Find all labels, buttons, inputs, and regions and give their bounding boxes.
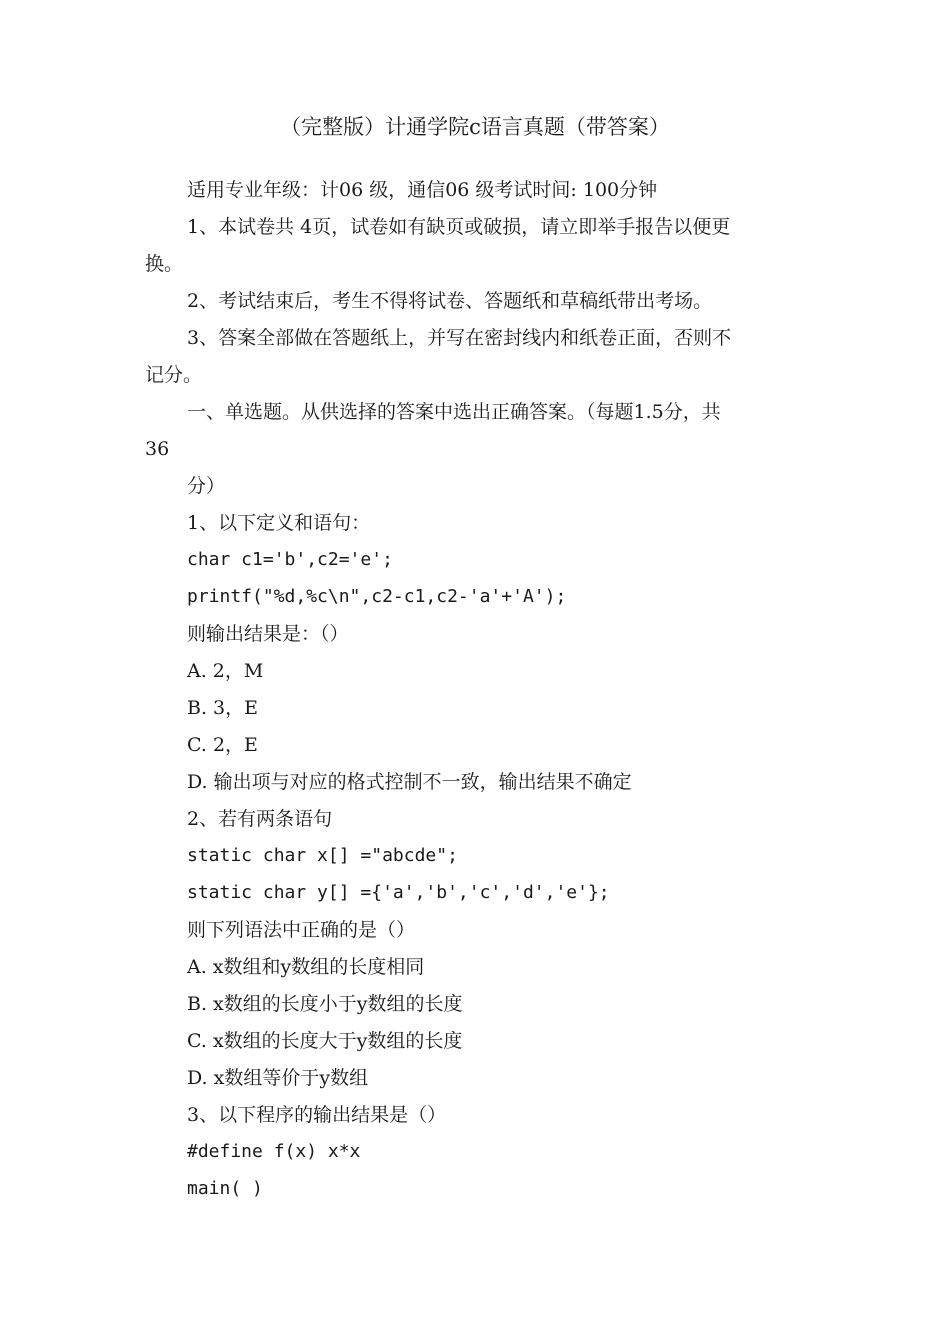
instruction-1-line-1: 1、本试卷共 4页，试卷如有缺页或破损，请立即举手报告以便更 <box>187 216 731 238</box>
question-1-option-c: C. 2，E <box>187 734 258 756</box>
question-1-option-d: D. 输出项与对应的格式控制不一致，输出结果不确定 <box>187 771 632 793</box>
question-2-option-d: D. x数组等价于y数组 <box>187 1067 369 1089</box>
question-1-option-b: B. 3，E <box>187 697 258 719</box>
section-heading-line-3: 分） <box>187 475 226 497</box>
question-1-code-1: char c1='b',c2='e'; <box>187 549 393 570</box>
question-2-code-1: static char x[] ="abcde"; <box>187 845 458 866</box>
question-3-code-1: #define f(x) x*x <box>187 1141 361 1162</box>
question-1-stem: 1、以下定义和语句： <box>187 512 371 534</box>
question-2-option-c: C. x数组的长度大于y数组的长度 <box>187 1030 463 1052</box>
question-1-code-2: printf("%d,%c\n",c2-c1,c2-'a'+'A'); <box>187 586 567 607</box>
question-1-option-a: A. 2，M <box>187 660 264 682</box>
instruction-2: 2、考试结束后，考生不得将试卷、答题纸和草稿纸带出考场。 <box>187 290 713 312</box>
question-2-stem: 2、若有两条语句 <box>187 808 333 830</box>
section-heading-line-1: 一、单选题。从供选择的答案中选出正确答案。（每题1.5分，共 <box>187 401 721 423</box>
section-heading-line-2: 36 <box>145 438 170 460</box>
question-1-prompt: 则输出结果是：（） <box>187 623 349 645</box>
instruction-1-line-2: 换。 <box>145 253 184 275</box>
question-2-prompt: 则下列语法中正确的是（） <box>187 919 416 941</box>
question-2-code-2: static char y[] ={'a','b','c','d','e'}; <box>187 882 610 903</box>
question-3-code-2: main( ) <box>187 1178 263 1199</box>
question-2-option-b: B. x数组的长度小于y数组的长度 <box>187 993 463 1015</box>
instruction-3-line-1: 3、答案全部做在答题纸上，并写在密封线内和纸卷正面，否则不 <box>187 327 732 349</box>
applicable-info: 适用专业年级：计06 级，通信06 级考试时间: 100分钟 <box>187 179 658 201</box>
question-3-stem: 3、以下程序的输出结果是（） <box>187 1104 447 1126</box>
document-title: （完整版）计通学院c语言真题（带答案） <box>280 115 670 139</box>
instruction-3-line-2: 记分。 <box>145 364 203 386</box>
question-2-option-a: A. x数组和y数组的长度相同 <box>187 956 425 978</box>
